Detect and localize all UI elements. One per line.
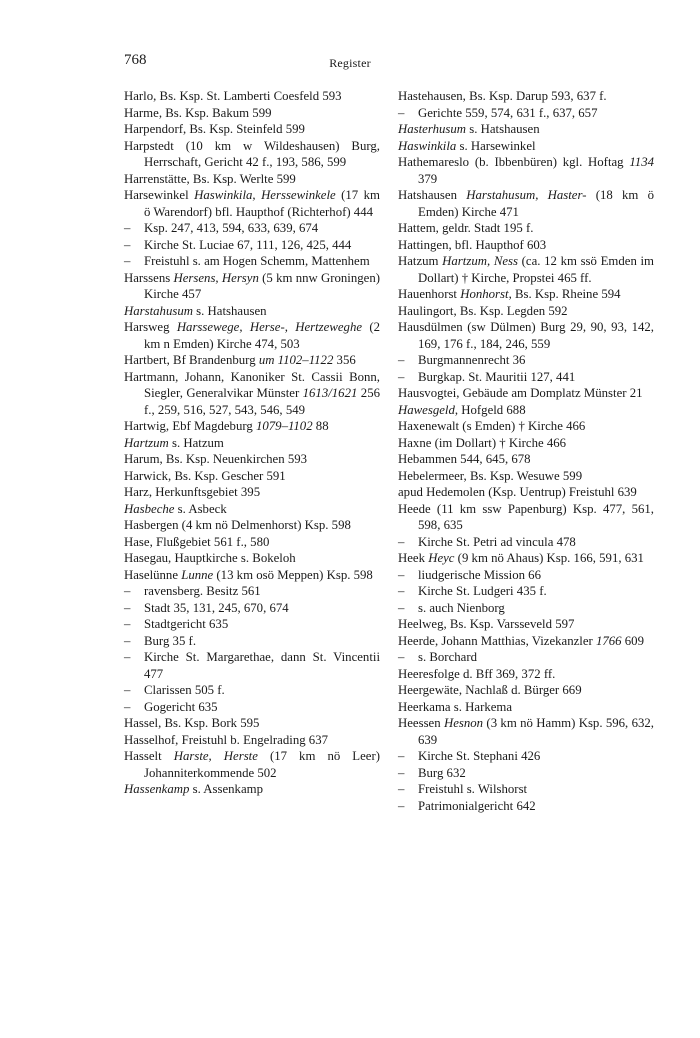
index-entry: Harssens Hersens, Hersyn (5 km nnw Groningen) Kirche 457	[124, 270, 380, 301]
index-entry: Harlo, Bs. Ksp. St. Lamberti Coesfeld 593	[124, 89, 342, 103]
index-subentry: – s. auch Nienborg	[398, 600, 505, 615]
index-entry: Haswinkila s. Harsewinkel	[398, 138, 536, 153]
index-subentry: – Freistuhl s. Wilshorst	[398, 782, 528, 796]
index-entry: Hartmann, Johann, Kanoniker St. Cassii Bonn, Siegler, Generalvikar Münster 1613/1621 256 f., 259, 516, 527, 543, 546, 549	[124, 369, 380, 417]
index-subentry: – ravensberg. Besitz 561	[124, 584, 261, 598]
index-subentry: – Kirche St. Ludgeri 435 f.	[398, 584, 547, 598]
index-subentry: – Patrimonialgericht 642	[398, 798, 536, 813]
index-entry: Harpendorf, Bs. Ksp. Steinfeld 599	[124, 122, 305, 136]
index-entry: Harwick, Bs. Ksp. Gescher 591	[124, 468, 286, 483]
index-entry: Haxenewalt (s Emden) † Kirche 466	[398, 419, 586, 433]
index-entry: Heeresfolge d. Bff 369, 372 ff.	[398, 666, 556, 681]
index-entry: apud Hedemolen (Ksp. Uentrup) Freistuhl 639	[398, 485, 637, 499]
index-subentry: – Burg 632	[398, 765, 466, 780]
index-entry: Hastehausen, Bs. Ksp. Darup 593, 637 f.	[398, 89, 607, 103]
index-subentry: – Gerichte 559, 574, 631 f., 637, 657	[398, 105, 598, 120]
index-subentry: – Burgkap. St. Mauritii 127, 441	[398, 369, 576, 384]
index-subentry: – Stadtgericht 635	[124, 617, 229, 631]
index-entry: Hasbergen (4 km nö Delmenhorst) Ksp. 598	[124, 518, 351, 532]
index-subentry: – Freistuhl s. am Hogen Schemm, Mattenhem	[124, 254, 370, 268]
index-entry: Hauenhorst Honhorst, Bs. Ksp. Rheine 594	[398, 287, 621, 301]
index-entry: Heelweg, Bs. Ksp. Varsseveld 597	[398, 617, 575, 631]
index-entry: Hausdülmen (sw Dülmen) Burg 29, 90, 93, 142, 169, 176 f., 184, 246, 559	[398, 320, 654, 351]
index-subentry: – Ksp. 247, 413, 594, 633, 639, 674	[124, 221, 319, 235]
index-entry: Hartbert, Bf Brandenburg um 1102–1122 356	[124, 353, 356, 367]
index-entry: Hathemareslo (b. Ibbenbüren) kgl. Hoftag 1134 379	[398, 155, 654, 186]
index-subentry: – Kirche St. Luciae 67, 111, 126, 425, 444	[124, 237, 352, 252]
index-entry: Hatshausen Harstahusum, Haster- (18 km ö Emden) Kirche 471	[398, 188, 654, 219]
index-entry: Harz, Herkunftsgebiet 395	[124, 485, 261, 499]
index-entry: Heek Heyc (9 km nö Ahaus) Ksp. 166, 591, 631	[398, 551, 644, 565]
index-entry: Heede (11 km ssw Papenburg) Ksp. 477, 561, 598, 635	[398, 501, 654, 532]
index-entry: Hasbeche s. Asbeck	[124, 501, 227, 516]
index-entry: Hartwig, Ebf Magdeburg 1079–1102 88	[124, 419, 329, 433]
index-subentry: – Burg 35 f.	[124, 633, 197, 648]
index-entry: Hasselt Harste, Herste (17 km nö Leer) Johanniterkommende 502	[124, 749, 380, 780]
index-entry: Hebammen 544, 645, 678	[398, 452, 531, 466]
index-entry: Harsweg Harssewege, Herse-, Hertzeweghe (2 km n Emden) Kirche 474, 503	[124, 320, 381, 351]
page-number: 768	[124, 52, 147, 68]
index-entry: Haulingort, Bs. Ksp. Legden 592	[398, 303, 568, 318]
index-subentry: – s. Borchard	[398, 650, 477, 664]
index-entry: Harsewinkel Haswinkila, Herssewinkele (17 km ö Warendorf) bfl. Haupthof (Richterhof) 444	[124, 188, 381, 219]
index-subentry: – Clarissen 505 f.	[124, 683, 225, 697]
index-entry: Harrenstätte, Bs. Ksp. Werlte 599	[124, 171, 296, 186]
index-subentry: – Kirche St. Margarethae, dann St. Vincentii 477	[124, 650, 380, 681]
index-entry: Hebelermeer, Bs. Ksp. Wesuwe 599	[398, 468, 583, 483]
index-entry: Heerkama s. Harkema	[398, 699, 513, 714]
index-entry: Hassenkamp s. Assenkamp	[124, 782, 263, 796]
index-entry: Hasselhof, Freistuhl b. Engelrading 637	[124, 732, 329, 747]
index-entry: Hausvogtei, Gebäude am Domplatz Münster 21	[398, 386, 643, 400]
index-subentry: – Stadt 35, 131, 245, 670, 674	[124, 600, 289, 615]
index-entry: Hassel, Bs. Ksp. Bork 595	[124, 716, 260, 730]
index-subentry: – liudgerische Mission 66	[398, 567, 541, 582]
index-subentry: – Gogericht 635	[124, 699, 218, 714]
index-entry: Hawesgeld, Hofgeld 688	[398, 402, 526, 417]
running-head: Register	[329, 56, 371, 70]
index-column-left	[124, 88, 380, 798]
index-subentry: – Kirche St. Petri ad vincula 478	[398, 534, 576, 549]
index-entry: Harme, Bs. Ksp. Bakum 599	[124, 105, 272, 120]
index-entry: Harum, Bs. Ksp. Neuenkirchen 593	[124, 452, 308, 466]
index-entry: Hasterhusum s. Hatshausen	[398, 122, 540, 136]
index-entry: Hattem, geldr. Stadt 195 f.	[398, 221, 534, 235]
index-entry: Haxne (im Dollart) † Kirche 466	[398, 435, 567, 450]
index-subentry: – Kirche St. Stephani 426	[398, 749, 541, 763]
index-subentry: – Burgmannenrecht 36	[398, 353, 526, 367]
index-entry: Hase, Flußgebiet 561 f., 580	[124, 534, 270, 549]
index-entry: Hattingen, bfl. Haupthof 603	[398, 237, 547, 252]
index-entry: Harstahusum s. Hatshausen	[124, 303, 267, 318]
index-entry: Hasegau, Hauptkirche s. Bokeloh	[124, 551, 296, 565]
index-entry: Haselünne Lunne (13 km osö Meppen) Ksp. 598	[124, 567, 373, 582]
index-entry: Hatzum Hartzum, Ness (ca. 12 km ssö Emden im Dollart) † Kirche, Propstei 465 ff.	[398, 254, 654, 285]
index-entry: Hartzum s. Hatzum	[124, 435, 224, 450]
index-entry: Heessen Hesnon (3 km nö Hamm) Ksp. 596, 632, 639	[398, 716, 654, 747]
index-entry: Heergewäte, Nachlaß d. Bürger 669	[398, 683, 582, 697]
index-entry: Heerde, Johann Matthias, Vizekanzler 1766 609	[398, 633, 644, 648]
index-entry: Harpstedt (10 km w Wildeshausen) Burg, Herrschaft, Gericht 42 f., 193, 586, 599	[124, 138, 380, 169]
index-column-right	[398, 88, 654, 814]
